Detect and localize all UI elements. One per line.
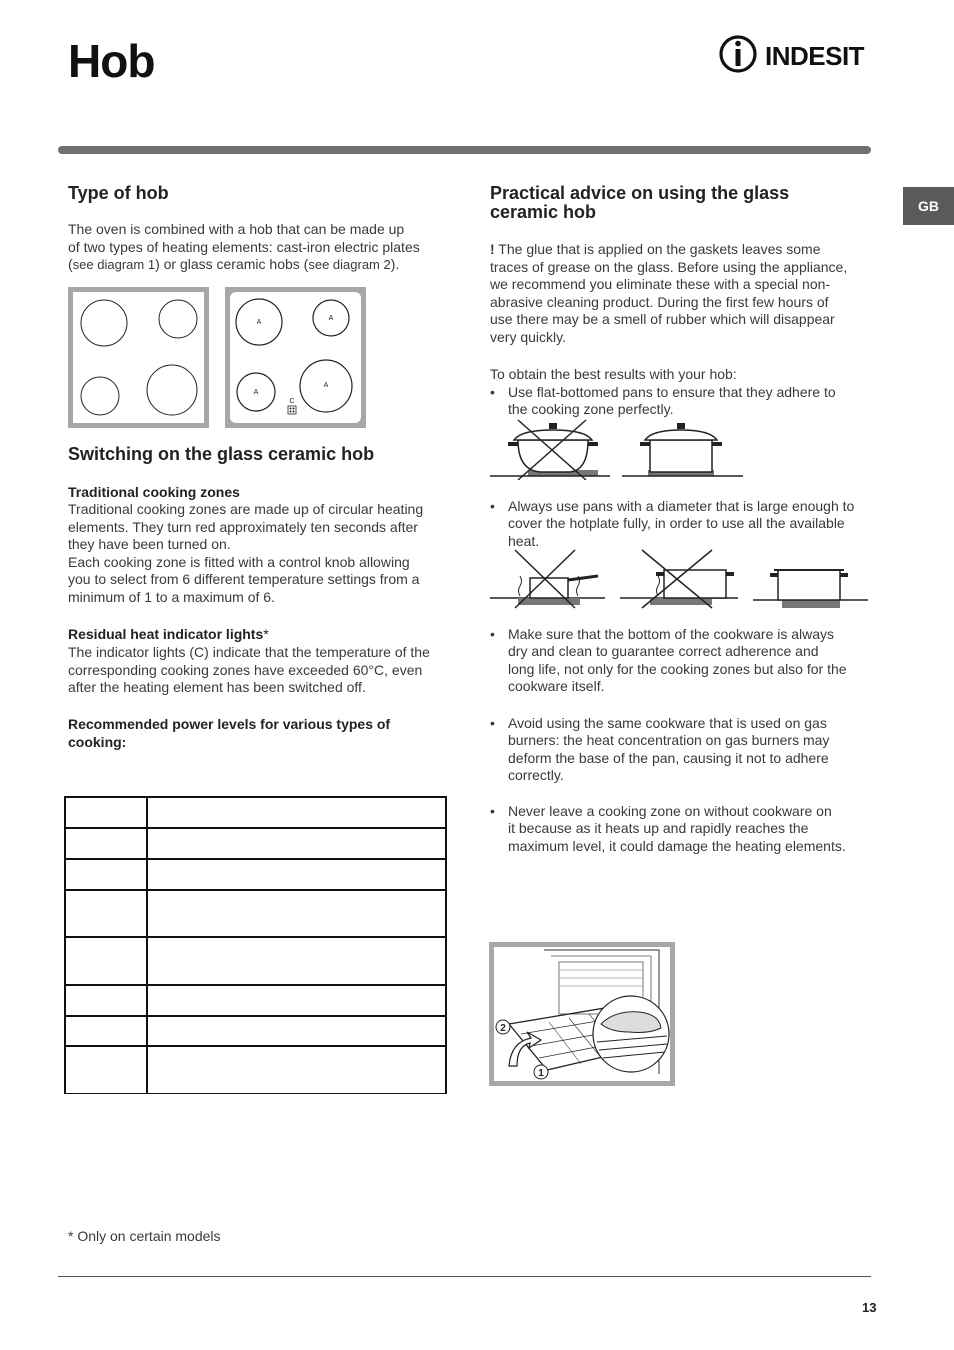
- text-line: Each cooking zone is fitted with a control knob allowing: [68, 553, 410, 570]
- text-line: corresponding cooking zones have exceeded 60°C, even: [68, 661, 423, 678]
- text-line: dry and clean to guarantee correct adherence and: [508, 643, 819, 660]
- type-of-hob-heading: Type of hob: [68, 183, 169, 203]
- zone-label-a: A: [253, 389, 259, 396]
- text-line: heat.: [508, 532, 540, 549]
- bullet-pan-diameter: [490, 498, 873, 550]
- diagram-cast-iron-plates: [68, 287, 209, 428]
- text-line: it because as it heats up and rapidly reaches the: [508, 820, 809, 837]
- text-line: cooking:: [68, 733, 127, 750]
- bullet-dot: •: [490, 715, 495, 731]
- table-row: [65, 985, 446, 1016]
- bullet-dot: •: [490, 803, 495, 819]
- power-levels-table: [64, 796, 447, 1094]
- small-pot-wrong-icon: [620, 550, 738, 608]
- page-title: Hob: [68, 35, 155, 87]
- correct-pot-icon: [753, 570, 868, 608]
- table-cell: [65, 1016, 147, 1046]
- text-line: minimum of 1 to a maximum of 6.: [68, 588, 275, 605]
- diagram-1-ref: see diagram 1: [72, 257, 156, 273]
- table-row: [65, 890, 446, 937]
- text-line: correctly.: [508, 767, 564, 784]
- language-tab[interactable]: GB: [903, 187, 954, 225]
- indesit-logo: [718, 32, 873, 76]
- table-row: [65, 1016, 446, 1046]
- footer-rule: [58, 1276, 871, 1277]
- text-line: deform the base of the pan, causing it not to adhere: [508, 749, 829, 766]
- table-cell: [147, 937, 446, 985]
- text-line: the cooking zone perfectly.: [508, 401, 674, 418]
- uneven-pan-wrong-icon: [490, 420, 610, 480]
- switching-on-heading: Switching on the glass ceramic hob: [68, 444, 375, 464]
- diagram-glass-ceramic-hob: [225, 287, 366, 428]
- table-cell: [65, 797, 147, 828]
- residual-heat-text: [68, 644, 453, 697]
- text-line: Avoid using the same cookware that is used on gas: [508, 715, 827, 731]
- table-cell: [65, 1046, 147, 1093]
- practical-advice-heading: [490, 184, 880, 222]
- footnote: * Only on certain models: [68, 1228, 221, 1244]
- recommended-power-heading: [68, 716, 453, 751]
- zone-label-a: A: [256, 319, 262, 326]
- text-line: [68, 256, 448, 274]
- text-fragment: Residual heat indicator lights: [68, 626, 264, 642]
- text-line: maximum level, it could damage the heating elements.: [508, 837, 846, 854]
- table-cell: [147, 985, 446, 1016]
- text-fragment: (: [68, 256, 73, 273]
- page-number: 13: [862, 1300, 877, 1315]
- text-line: cookware itself.: [508, 678, 605, 695]
- glue-warning-text: [490, 241, 875, 347]
- text-line: Always use pans with a diameter that is large enough to: [508, 498, 855, 514]
- step-2-label: 2: [500, 1023, 506, 1034]
- bullet-dot: •: [490, 384, 495, 400]
- flat-pan-correct-icon: [622, 423, 743, 476]
- table-cell: [147, 1016, 446, 1046]
- obtain-best-results-text: To obtain the best results with your hob:: [490, 366, 737, 382]
- bullet-never-leave-on: [490, 803, 873, 855]
- text-line: after the heating element has been switched off.: [68, 679, 366, 696]
- text-line: Traditional cooking zones are made up of circular heating: [68, 501, 424, 517]
- text-line: The oven is combined with a hob that can be made up: [68, 221, 405, 237]
- table-cell: [65, 859, 147, 890]
- text-line: [490, 241, 875, 259]
- text-line: elements. They turn red approximately ten seconds after: [68, 518, 418, 535]
- text-line: cover the hotplate fully, in order to use all the available: [508, 515, 845, 532]
- table-cell: [147, 859, 446, 890]
- bullet-flat-bottomed: [490, 384, 873, 419]
- step-1-label: 1: [538, 1068, 544, 1079]
- text-line: traces of grease on the glass. Before using the appliance,: [490, 258, 848, 275]
- table-row: [65, 1046, 446, 1093]
- table-cell: [65, 890, 147, 937]
- text-line: you to select from 6 different temperature settings from a: [68, 571, 420, 588]
- brand-name: INDESIT: [765, 41, 865, 71]
- indicator-label-c: C: [289, 398, 295, 405]
- text-line: abrasive cleaning product. During the first few hours of: [490, 293, 829, 310]
- table-row: [65, 828, 446, 859]
- table-cell: [147, 1046, 446, 1093]
- table-row: [65, 797, 446, 828]
- residual-heat-heading: [68, 626, 269, 644]
- text-line: of two types of heating elements: cast-iron electric plates: [68, 238, 420, 255]
- traditional-zones-heading: Traditional cooking zones: [68, 484, 240, 500]
- text-line: long life, not only for the cooking zones but also for the: [508, 660, 847, 677]
- bullet-dot: •: [490, 498, 495, 514]
- table-row: [65, 937, 446, 985]
- table-cell: [65, 985, 147, 1016]
- asterisk: *: [263, 626, 269, 642]
- diagram-2-ref: see diagram 2: [308, 257, 391, 273]
- small-pan-wrong-icon: [490, 550, 605, 608]
- heading-line: Practical advice on using the glass: [490, 183, 790, 203]
- table-row: [65, 859, 446, 890]
- text-line: very quickly.: [490, 328, 566, 345]
- text-line: Use flat-bottomed pans to ensure that they adhere to: [508, 384, 836, 400]
- text-line: Never leave a cooking zone on without cookware on: [508, 803, 832, 819]
- text-line: use there may be a smell of rubber which will disappear: [490, 311, 835, 328]
- type-of-hob-text: [68, 221, 448, 274]
- text-fragment: ) or glass ceramic hobs (: [155, 256, 309, 273]
- warning-mark: !: [490, 241, 495, 257]
- bullet-dry-clean: [490, 626, 873, 696]
- table-cell: [147, 890, 446, 937]
- bullet-gas-cookware: [490, 715, 873, 785]
- table-cell: [65, 828, 147, 859]
- zone-label-a: A: [323, 382, 329, 389]
- heading-line: ceramic hob: [490, 202, 597, 222]
- text-fragment: ).: [390, 256, 400, 273]
- text-line: The indicator lights (C) indicate that the temperature of the: [68, 644, 430, 660]
- traditional-zones-text: [68, 501, 453, 607]
- text-line: Recommended power levels for various types of: [68, 716, 391, 732]
- header-rule: [58, 146, 871, 154]
- table-cell: [65, 937, 147, 985]
- pan-diameter-illustration: [490, 548, 870, 610]
- text-line: we recommend you eliminate these with a special non-: [490, 276, 831, 293]
- table-cell: [147, 828, 446, 859]
- table-cell: [147, 797, 446, 828]
- text-line: Make sure that the bottom of the cookware is always: [508, 626, 835, 642]
- bullet-dot: •: [490, 626, 495, 642]
- rack-detail-zoom-icon: [593, 996, 669, 1072]
- oven-rack-illustration: [489, 942, 675, 1086]
- text-line: they have been turned on.: [68, 536, 231, 553]
- zone-label-a: A: [328, 315, 334, 322]
- flat-bottom-pan-illustration: [490, 418, 745, 480]
- text-fragment: The glue that is applied on the gaskets leaves some: [494, 241, 821, 257]
- text-line: burners: the heat concentration on gas burners may: [508, 732, 830, 749]
